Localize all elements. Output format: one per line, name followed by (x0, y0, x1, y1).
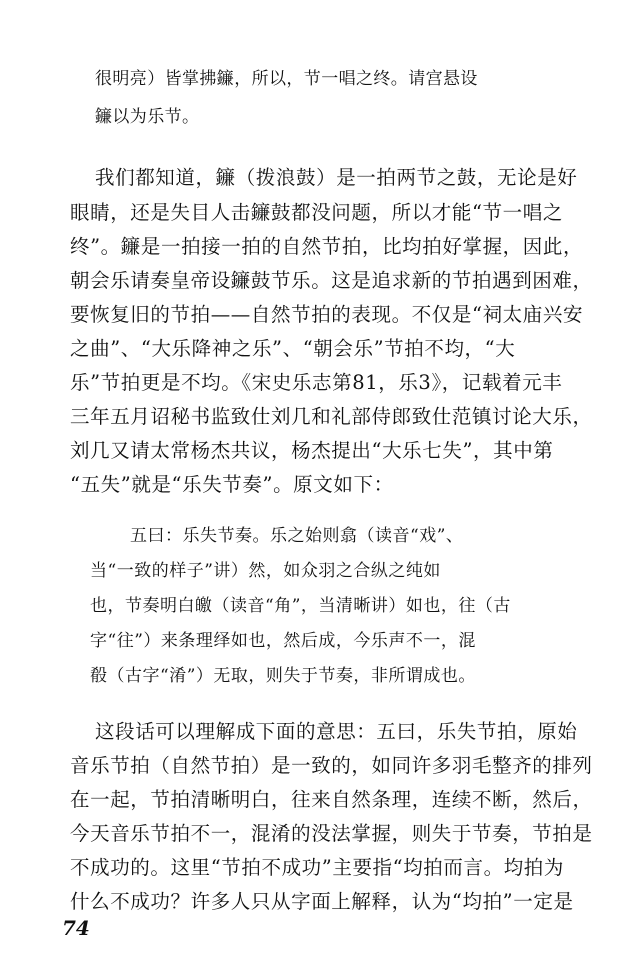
paragraph-2-line: 在一起，节拍清晰明白，往来自然条理，连续不断，然后， (70, 788, 593, 811)
paragraph-2-line: 这段话可以理解成下面的意思：五曰，乐失节拍，原始 (95, 720, 578, 743)
quote-top-line-1: 很明亮）皆掌拂䥥，所以，节一唱之终。请宫悬设 (95, 69, 478, 89)
block-quote-line: 也，节奏明白皦（读音“角”，当清晰讲）如也，往（古 (90, 596, 511, 616)
paragraph-1-line: 乐”节拍更是不均。《宋史乐志第81，乐3》，记载着元丰 (70, 371, 563, 394)
paragraph-1-line: 朝会乐请奏皇帝设䥥鼓节乐。这是追求新的节拍遇到困难， (70, 269, 593, 292)
block-quote-line: 字“往”）来条理绎如也，然后成，今乐声不一，混 (90, 631, 476, 651)
page-number: 74 (62, 916, 90, 940)
paragraph-2-line: 音乐节拍（自然节拍）是一致的，如同许多羽毛整齐的排列 (70, 754, 593, 777)
paragraph-2-line: 不成功的。这里“节拍不成功”主要指“均拍而言。均拍为 (70, 856, 565, 879)
paragraph-1-line: 之曲”、“大乐降神之乐”、“朝会乐”节拍不均，“大 (70, 337, 516, 360)
block-quote-line: 当“一致的样子”讲）然，如众羽之合纵之纯如 (90, 561, 441, 581)
block-quote-line: 五曰：乐失节奏。乐之始则翕（读音“戏”、 (130, 526, 464, 546)
paragraph-2-line: 今天音乐节拍不一，混淆的没法掌握，则失于节奏，节拍是 (70, 822, 593, 845)
paragraph-2-line: 什么不成功？许多人只从字面上解释，认为“均拍”一定是 (70, 890, 574, 913)
paragraph-1-line: 要恢复旧的节拍——自然节拍的表现。不仅是“祠太庙兴安 (70, 303, 584, 326)
block-quote-line: 殽（古字“淆”）无取，则失于节奏，非所谓成也。 (90, 666, 476, 686)
quote-top-line-2: 䥥以为乐节。 (95, 107, 200, 127)
paragraph-1-line: 眼睛，还是失目人击䥥鼓都没问题，所以才能“节一唱之 (70, 201, 563, 224)
paragraph-1-line: 终”。䥥是一拍接一拍的自然节拍，比均拍好掌握，因此， (70, 235, 584, 258)
paragraph-1-line: 刘几又请太常杨杰共议，杨杰提出“大乐七失”，其中第 (70, 439, 554, 462)
paragraph-1-line: 我们都知道，䥥（拨浪鼓）是一拍两节之鼓，无论是好 (95, 166, 578, 189)
paragraph-1-line: “五失”就是“乐失节奏”。原文如下： (70, 473, 394, 496)
paragraph-1-line: 三年五月诏秘书监致仕刘几和礼部侍郎致仕范镇讨论大乐， (70, 405, 593, 428)
